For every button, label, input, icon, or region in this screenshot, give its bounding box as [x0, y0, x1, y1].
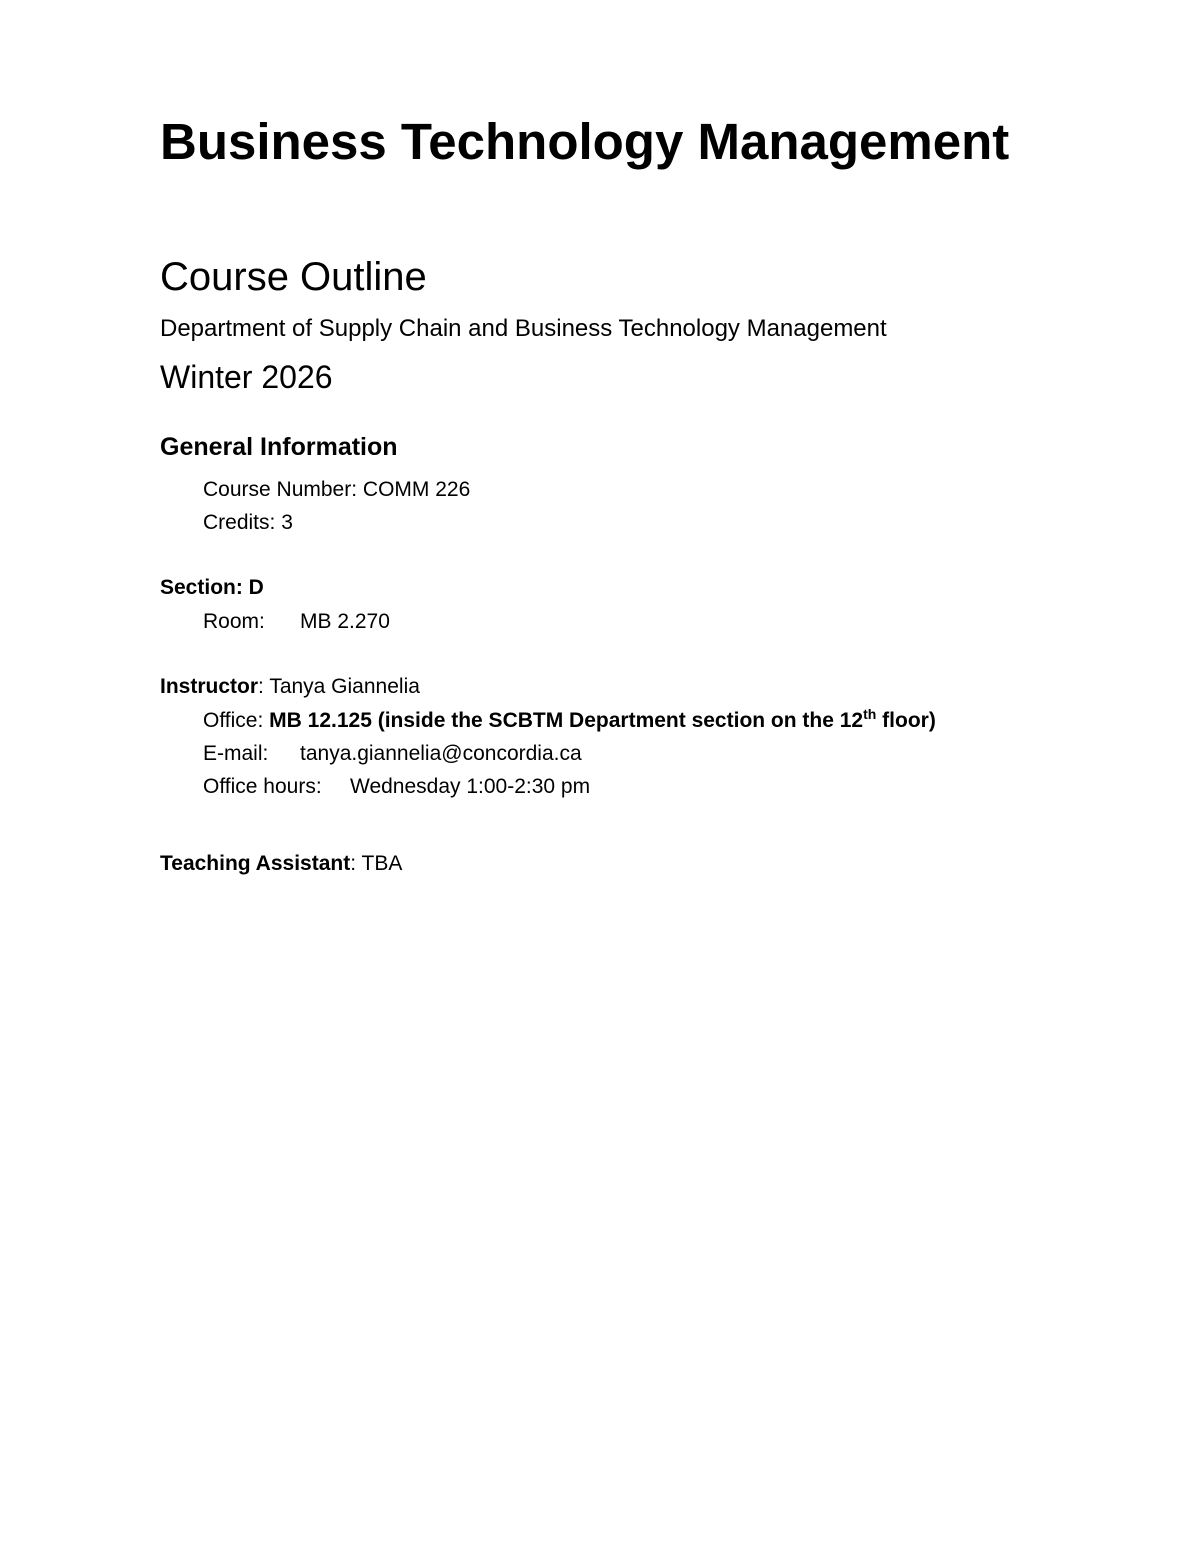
office-hours-value: Wednesday 1:00-2:30 pm [350, 775, 591, 798]
office-value-main: MB 12.125 (inside the SCBTM Department section on the 12 [269, 709, 864, 732]
credits-label: Credits: [203, 511, 276, 534]
instructor-label: Instructor [160, 675, 259, 698]
room-label: Room: [203, 610, 265, 633]
section-heading: Section: D [160, 576, 264, 599]
office-value [269, 706, 936, 732]
course-number-label: Course Number: [203, 478, 358, 501]
instructor-line: Instructor: Tanya Giannelia [160, 675, 420, 698]
email-label: E-mail: [203, 742, 269, 765]
room-value: MB 2.270 [300, 610, 390, 633]
course-number-value: COMM 226 [362, 478, 471, 501]
teaching-assistant-line: Teaching Assistant: TBA [160, 852, 403, 875]
office-value-tail: floor) [876, 709, 936, 732]
office-hours-line [203, 774, 590, 800]
office-value-ordinal: th [863, 706, 877, 722]
credits-value: 3 [281, 511, 293, 534]
credits-line [203, 510, 293, 536]
term-label: Winter 2026 [160, 359, 333, 395]
course-number-line [203, 477, 470, 503]
document-subtitle: Course Outline [160, 255, 427, 299]
email-value[interactable]: tanya.giannelia@concordia.ca [300, 742, 582, 765]
document-title: Business Technology Management [160, 113, 1010, 170]
teaching-assistant-label: Teaching Assistant [160, 852, 351, 875]
instructor-name: Tanya Giannelia [269, 675, 420, 698]
teaching-assistant-value: TBA [361, 852, 403, 875]
department-name: Department of Supply Chain and Business Technology Management [160, 315, 887, 342]
office-hours-label: Office hours: [203, 775, 322, 798]
office-label: Office: [203, 709, 264, 732]
general-information-heading: General Information [160, 433, 398, 461]
email-line [203, 741, 582, 767]
office-line [203, 708, 936, 734]
room-line [203, 609, 390, 635]
